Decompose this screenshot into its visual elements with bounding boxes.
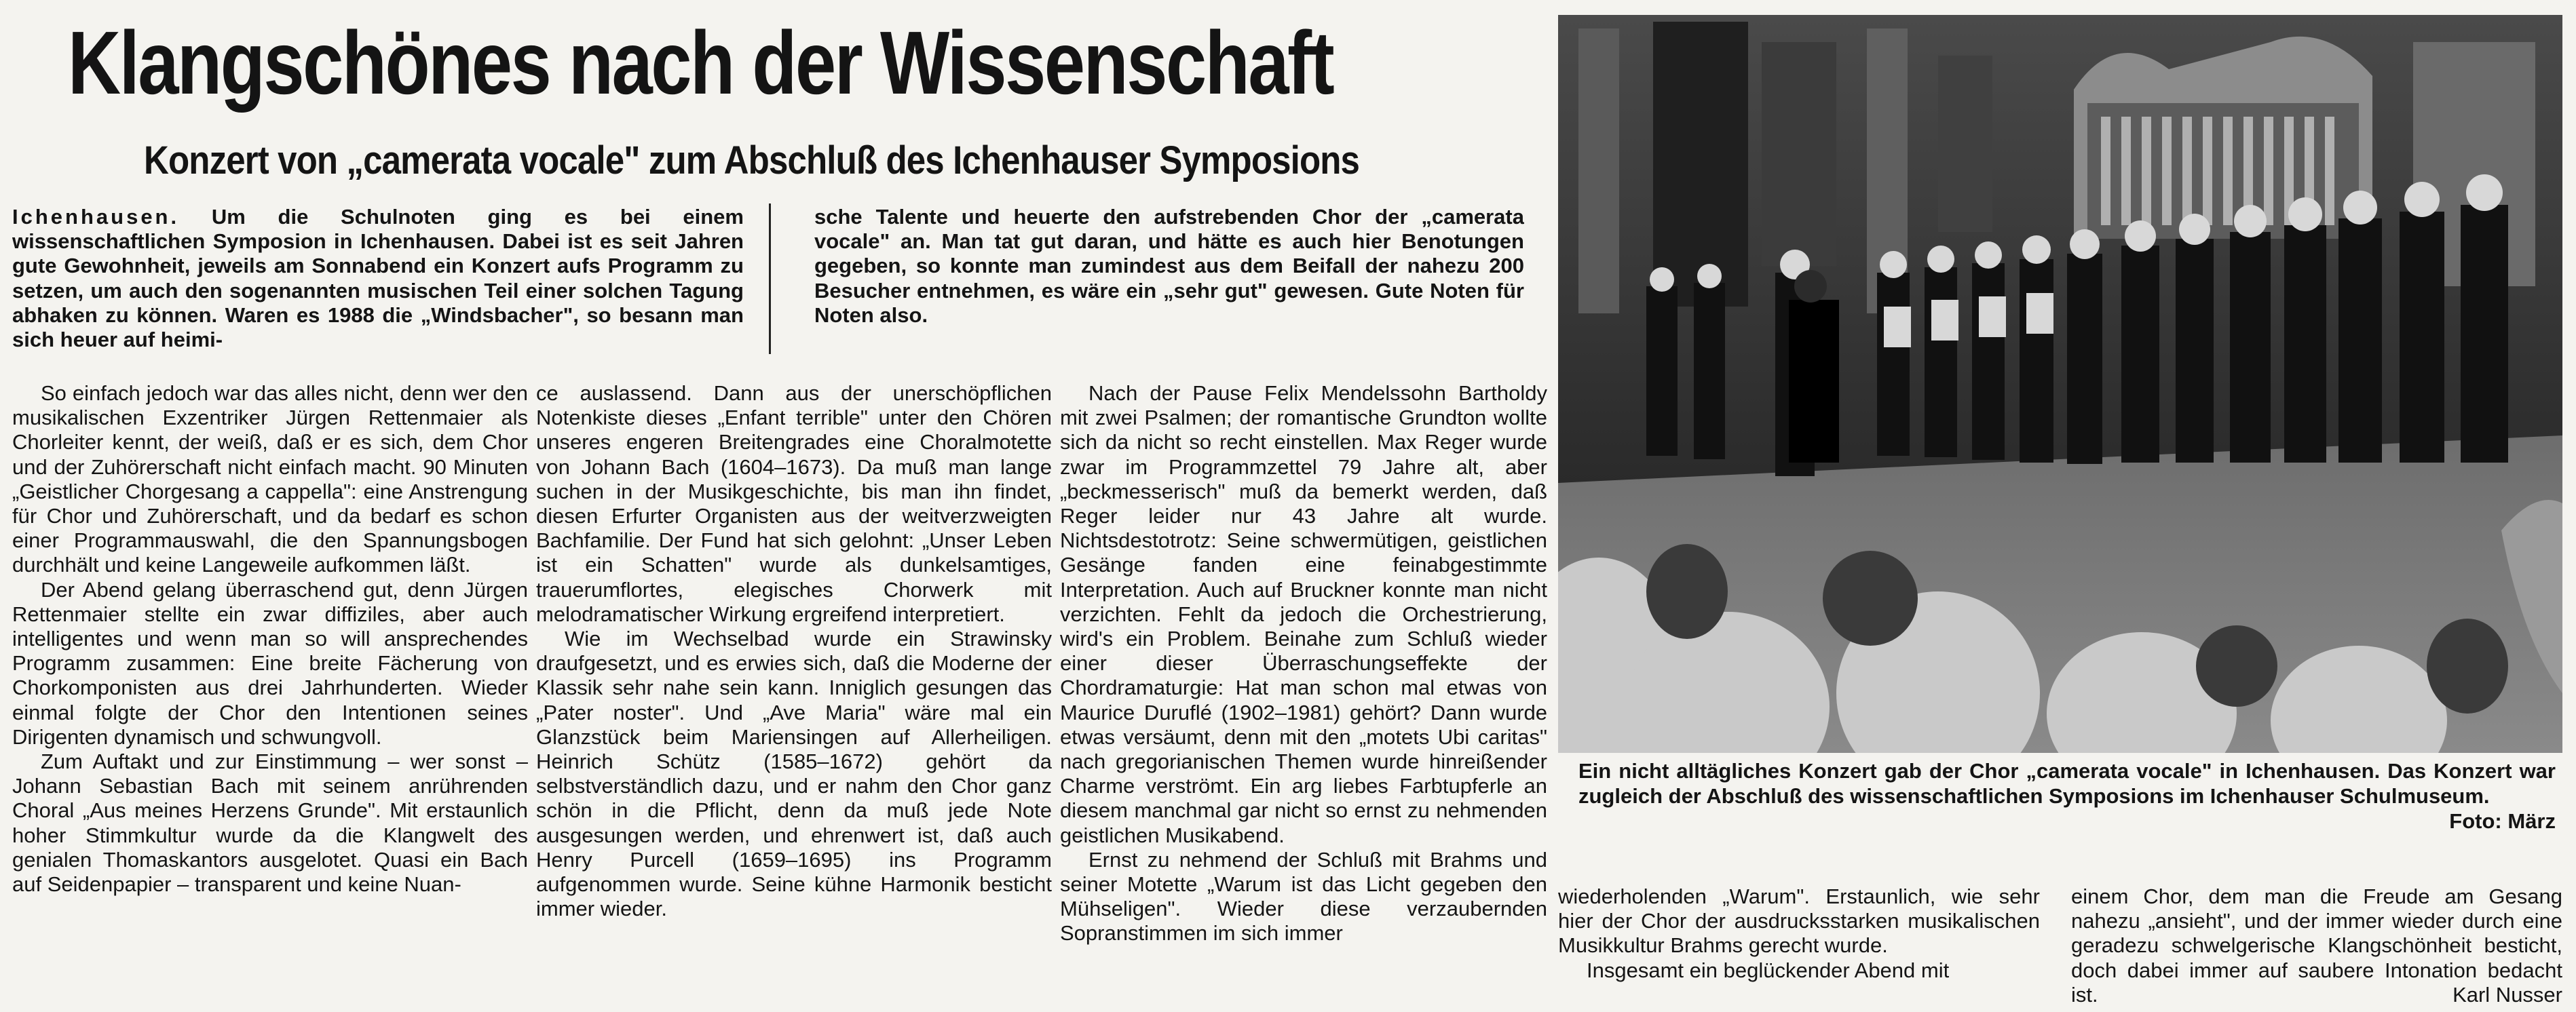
paragraph: So einfach jedoch war das alles nicht, denn wer den musikalischen Exzentriker Jürgen Rettenmaier als Chorleiter kennt, der weiß, daß er es sich, dem Chor und der Zuhörerschaft nicht einfach macht. 90 Minuten „Geistlicher Chorgesang a cappella": eine Anstrengung für Chor und Zuhörerschaft, und da bedarf es schon einer Programmauswahl, die den Spannungsbogen durchhält und keine Langeweile aufkommen läßt. <box>12 381 528 577</box>
paragraph: Insgesamt ein beglückender Abend mit <box>1587 958 1950 982</box>
body-column-3 <box>1060 381 1547 1011</box>
paragraph: Nach der Pause Felix Mendelssohn Bartholdy mit zwei Psalmen; der romantische Grundton wollte sich da nicht so recht einstellen. Max Reger wurde zwar im Programmzettel 79 Jahre alt, aber „beckmesserisch" muß da bemerkt werden, daß Reger leider nur 43 Jahre alt wurde. Nichtsdestotrotz: Seine schwermütigen, geistlichen Gesänge fanden eine feinabgestimmte Interpretation. Auch auf Bruckner konnte man nicht verzichten. Fehlt da jedoch die Orchestrierung, wird's ein Problem. Beinahe zum Schluß wieder einer dieser Überraschungseffekte der Chordramaturgie: Hat man schon mal etwas von Maurice Duruflé (1902–1981) gehört? Dann wurde etwas versäumt, denn mit den „motets Ubi caritas" nach gregorianischen Themen wurde hinreißender Charme verströmt. Ein arg liebes Farbtupferle an diesem manchmal gar nicht so ernst zu nehmenden geistlichen Musikabend. <box>1060 381 1547 847</box>
author: Karl Nusser <box>2452 982 2562 1007</box>
paragraph: Ernst zu nehmend der Schluß mit Brahms und seiner Motette „Warum ist das Licht gegeben den Mühseligen". Wieder diese verzaubernden Sopranstimmen im sich immer <box>1060 847 1547 946</box>
body-column-4 <box>1558 884 2040 1011</box>
paragraph: wiederholenden „Warum". Erstaunlich, wie sehr hier der Chor der ausdrucksstarken musikalischen Musikkultur Brahms gerecht wurde. <box>1558 884 2040 958</box>
paragraph: einem Chor, dem man die Freude am Gesang nahezu „ansieht", und der immer wieder durch eine geradezu schwelgerische Klangschönheit besticht, doch dabei immer auf saubere Intonation bedacht ist. <box>2071 884 2562 1007</box>
photo-credit: Foto: März <box>2449 809 2556 833</box>
body-column-5 <box>2071 884 2562 1011</box>
lead-text-2: sche Talente und heuerte den aufstrebenden Chor der „camerata vocale" an. Man tat gut daran, und hätte es auch hier Benotungen gegeben, so konnte man zumindest aus dem Beifall der nahezu 200 Besucher entnehmen, es wäre ein „sehr gut" gewesen. Gute Noten für Noten also. <box>814 205 1524 327</box>
dateline: Ichenhausen. <box>12 205 180 229</box>
photo-caption <box>1578 758 2556 834</box>
headline: Klangschönes nach der Wissenschaft <box>68 13 1333 113</box>
paragraph: Der Abend gelang überraschend gut, denn Jürgen Rettenmaier stellte ein zwar diffiziles, aber auch intelligentes und wenn man so will ansprechendes Programm zusammen: Eine breite Fächerung von Chorkomponisten aus drei Jahrhunderten. Wieder einmal folgte der Chor den Intentionen seines Dirigenten dynamisch und schwungvoll. <box>12 577 528 749</box>
subheadline: Konzert von „camerata vocale" zum Abschluß des Ichenhauser Symposions <box>144 138 1360 182</box>
body-column-2 <box>536 381 1052 1011</box>
column-divider <box>769 203 771 354</box>
paragraph: Zum Auftakt und zur Einstimmung – wer sonst – Johann Sebastian Bach mit seinem anrührenden Choral „Aus meines Herzens Grunde". Mit erstaunlich hoher Stimmkultur wurde da die Klangwelt des genialen Thomaskantors ausgelotet. Quasi ein Bach auf Seidenpapier – transparent und keine Nuan- <box>12 750 528 897</box>
caption-text: Ein nicht alltägliches Konzert gab der Chor „camerata vocale" in Ichenhausen. Das Konzert war zugleich der Abschluß des wissenschaftlichen Symposions im Ichenhauser Schulmuseum. <box>1578 759 2556 808</box>
paragraph: Wie im Wechselbad wurde ein Strawinsky draufgesetzt, und es erwies sich, daß die Moderne der Klassik sehr nahe sein kann. Inniglich gesungen das „Pater noster". Und „Ave Maria" wäre mal ein Glanzstück beim Mariensingen auf Allerheiligen. Heinrich Schütz (1585–1672) gehört da selbstverständlich dazu, und er nahm den Chor ganz schön in die Pflicht, denn da muß jede Note ausgesungen werden, und ehrenwert ist, daß auch Henry Purcell (1659–1695) ins Programm aufgenommen wurde. Seine kühne Harmonik besticht immer wieder. <box>536 627 1052 921</box>
lead-column-1 <box>12 205 744 361</box>
choir-photo <box>1558 15 2562 753</box>
paragraph: ce auslassend. Dann aus der unerschöpflichen Notenkiste dieses „Enfant terrible" unter den Chören unseres engeren Breitengrades eine Choralmotette von Johann Bach (1604–1673). Da muß man lange suchen in der Musikgeschichte, bis man ihn findet, diesen Erfurter Organisten aus der weitverzweigten Bachfamilie. Der Fund hat sich gelohnt: „Unser Leben ist ein Schatten" wurde als dunkelsamtiges, trauerumflortes, elegisches Chorwerk mit melodramatischer Wirkung ergreifend interpretiert. <box>536 381 1052 626</box>
lead-text-1: Um die Schulnoten ging es bei einem wissenschaftlichen Symposion in Ichenhausen. Dabei ist es seit Jahren gute Gewohnheit, jeweils am Sonnabend ein Konzert aufs Programm zu setzen, um auch den sogenannten musischen Teil einer solchen Tagung abhaken zu können. Waren es 1988 die „Windsbacher", so besann man sich heuer auf heimi- <box>12 205 744 352</box>
body-column-1 <box>12 381 528 1011</box>
lead-column-2 <box>814 205 1524 340</box>
